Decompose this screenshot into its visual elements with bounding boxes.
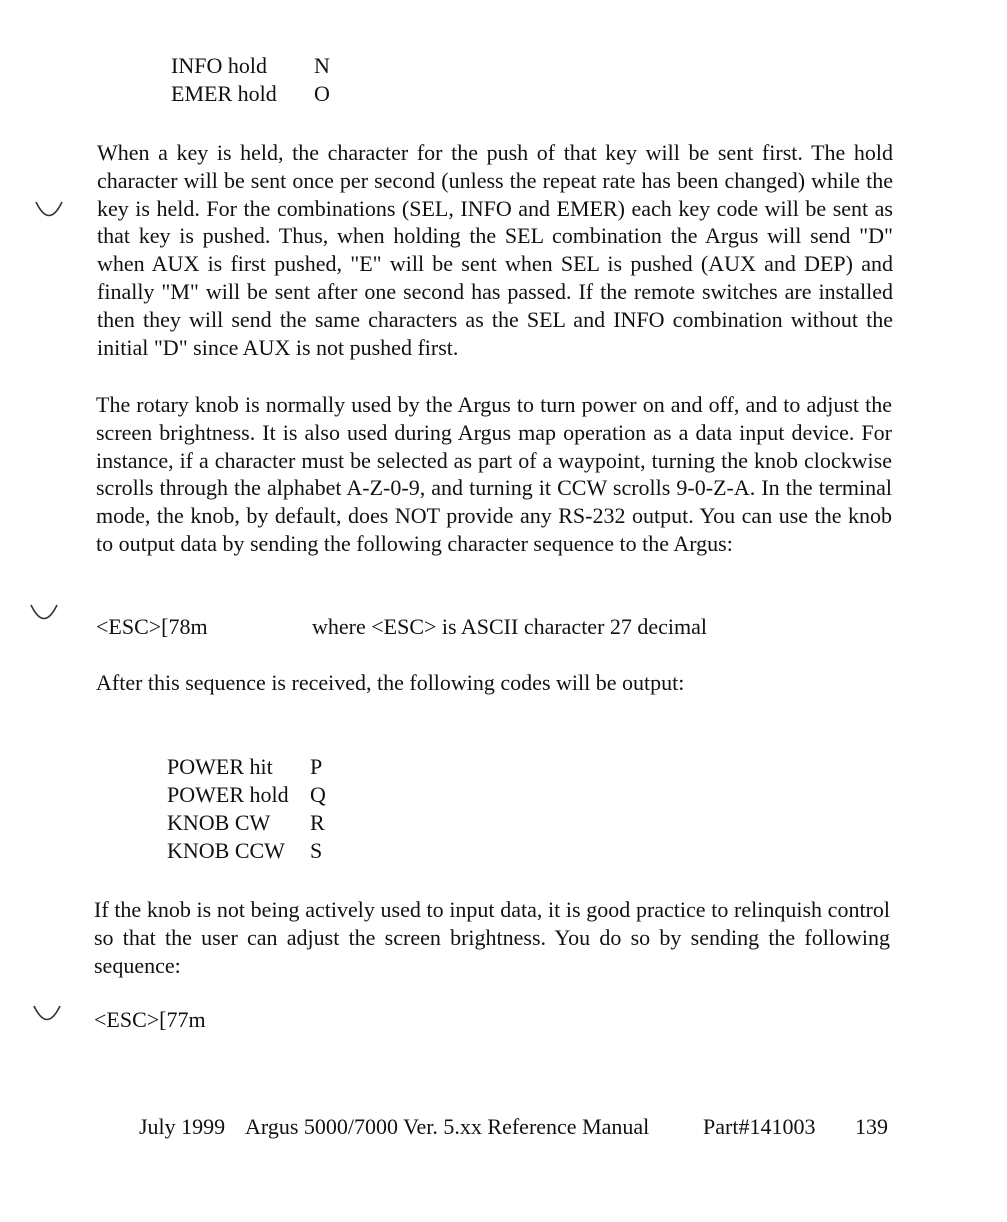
- key-code: Q: [310, 782, 326, 807]
- key-name: POWER hold: [167, 782, 289, 807]
- key-code: S: [310, 838, 323, 863]
- key-code-row: [167, 781, 347, 809]
- footer-title: Argus 5000/7000 Ver. 5.xx Reference Manual: [245, 1114, 650, 1139]
- escape-sequence-note: where <ESC> is ASCII character 27 decimal: [312, 614, 708, 639]
- revision-mark-icon: [34, 199, 64, 221]
- revision-mark-icon: [29, 602, 59, 624]
- page-number: 139: [855, 1114, 888, 1139]
- escape-sequence-code: <ESC>[78m: [96, 614, 208, 639]
- key-code: P: [310, 754, 323, 779]
- key-code-row: [171, 52, 351, 80]
- key-code: N: [314, 53, 330, 78]
- rotary-knob-paragraph: The rotary knob is normally used by the Argus to turn power on and off, and to adjust the screen brightness. It is also used during Argus map operation as a data input device. For instance, if a character must be selected as part of a waypoint, turning the knob clockwise scrolls through the alphabet A-Z-0-9, and turning it CCW scrolls 9-0-Z-A. In the terminal mode, the knob, by default, does NOT provide any RS-232 output. You can use the knob to output data by sending the following character sequence to the Argus:: [96, 392, 892, 556]
- key-name: KNOB CW: [167, 810, 271, 835]
- key-code-row: [167, 753, 347, 781]
- footer-date: July 1999: [139, 1114, 226, 1139]
- key-code-row: [167, 809, 347, 837]
- release-sequence-code: <ESC>[77m: [94, 1007, 206, 1032]
- key-code: R: [310, 810, 325, 835]
- key-name: INFO hold: [171, 53, 267, 78]
- relinquish-paragraph: If the knob is not being actively used to input data, it is good practice to relinquish control so that the user can adjust the screen brightness. You do so by sending the following sequence:: [94, 897, 890, 978]
- footer-part-number: Part#141003: [703, 1114, 816, 1139]
- key-code-row: [171, 80, 351, 108]
- key-code: O: [314, 81, 330, 106]
- after-sequence-paragraph: After this sequence is received, the following codes will be output:: [96, 670, 685, 695]
- key-name: POWER hit: [167, 754, 273, 779]
- revision-mark-icon: [32, 1003, 62, 1025]
- key-code-row: [167, 837, 347, 865]
- hold-behavior-paragraph: When a key is held, the character for the push of that key will be sent first. The hold character will be sent once per second (unless the repeat rate has been changed) while the key is held. For the combinations (SEL, INFO and EMER) each key code will be sent as that key is pushed. Thus, when holding the SEL combination the Argus will send "D" when AUX is first pushed, "E" will be sent when SEL is pushed (AUX and DEP) and finally "M" will be sent after one second has passed. If the remote switches are installed then they will send the same characters as the SEL and INFO combination without the initial "D" since AUX is not pushed first.: [97, 140, 893, 360]
- key-name: EMER hold: [171, 81, 277, 106]
- key-name: KNOB CCW: [167, 838, 285, 863]
